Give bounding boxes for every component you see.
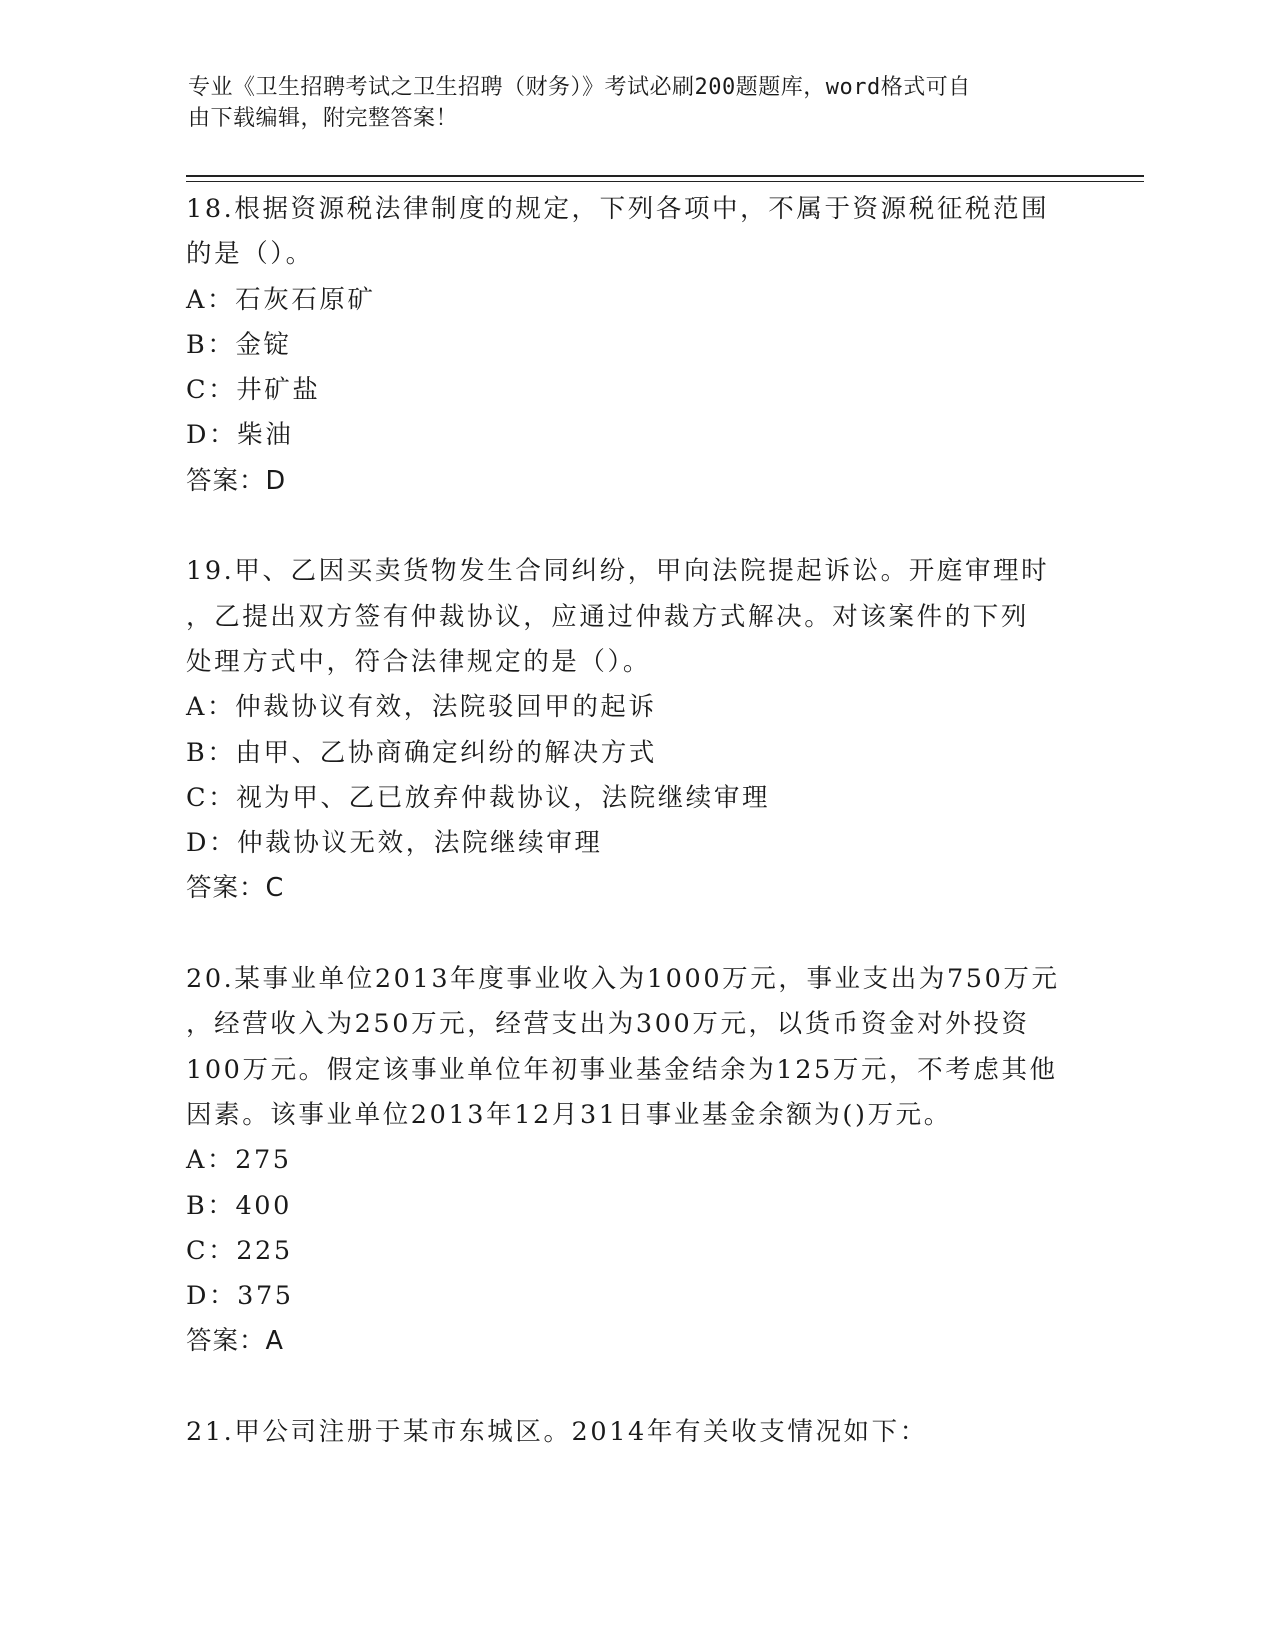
- header-line-1: 专业《卫生招聘考试之卫生招聘（财务）》考试必刷200题题库，word格式可自: [188, 75, 971, 100]
- question-19: [186, 549, 1086, 911]
- header-divider-thick: [186, 175, 1144, 177]
- option-a: A：石灰石原矿: [186, 284, 376, 315]
- question-stem-line: 21.甲公司注册于某市东城区。2014年有关收支情况如下：: [186, 1417, 928, 1448]
- option-b: B：400: [186, 1190, 292, 1221]
- spacer: [186, 504, 1086, 549]
- question-stem-line: 18.根据资源税法律制度的规定，下列各项中，不属于资源税征税范围: [186, 194, 1050, 224]
- spacer: [186, 912, 1086, 957]
- question-stem-line: 19.甲、乙因买卖货物发生合同纠纷，甲向法院提起诉讼。开庭审理时: [186, 556, 1050, 587]
- question-stem-line: ，经营收入为250万元，经营支出为300万元，以货币资金对外投资: [186, 1009, 1030, 1040]
- answer: 答案：C: [186, 873, 285, 904]
- answer: 答案：A: [186, 1326, 284, 1357]
- header-divider-thin: [186, 181, 1144, 182]
- question-stem-line: ，乙提出双方签有仲裁协议，应通过仲裁方式解决。对该案件的下列: [186, 601, 1030, 632]
- question-stem-line: 的是（）。: [186, 239, 314, 270]
- question-stem-line: 因素。该事业单位2013年12月31日事业基金余额为()万元。: [186, 1099, 952, 1130]
- question-stem-line: 20.某事业单位2013年度事业收入为1000万元，事业支出为750万元: [186, 964, 1060, 995]
- question-list: [186, 187, 1086, 1455]
- spacer: [186, 1365, 1086, 1410]
- question-stem-line: 处理方式中，符合法律规定的是（）。: [186, 646, 651, 677]
- option-c: C：225: [186, 1235, 293, 1266]
- question-18: [186, 187, 1086, 504]
- question-stem-line: 100万元。假定该事业单位年初事业基金结余为125万元，不考虑其他: [186, 1054, 1058, 1085]
- option-b: B：由甲、乙协商确定纠纷的解决方式: [186, 737, 657, 768]
- option-d: D：仲裁协议无效，法院继续审理: [186, 828, 603, 859]
- option-a: A：275: [186, 1145, 292, 1176]
- option-a: A：仲裁协议有效，法院驳回甲的起诉: [186, 692, 657, 723]
- document-header: [188, 72, 1088, 134]
- option-c: C：视为甲、乙已放弃仲裁协议，法院继续审理: [186, 782, 771, 813]
- answer: 答案：D: [186, 465, 287, 496]
- option-c: C：井矿盐: [186, 375, 321, 406]
- question-21: [186, 1410, 1086, 1455]
- header-line-2: 由下载编辑，附完整答案！: [188, 106, 459, 131]
- option-b: B：金锭: [186, 329, 292, 360]
- option-d: D：柴油: [186, 420, 294, 451]
- question-20: [186, 957, 1086, 1365]
- option-d: D：375: [186, 1281, 294, 1312]
